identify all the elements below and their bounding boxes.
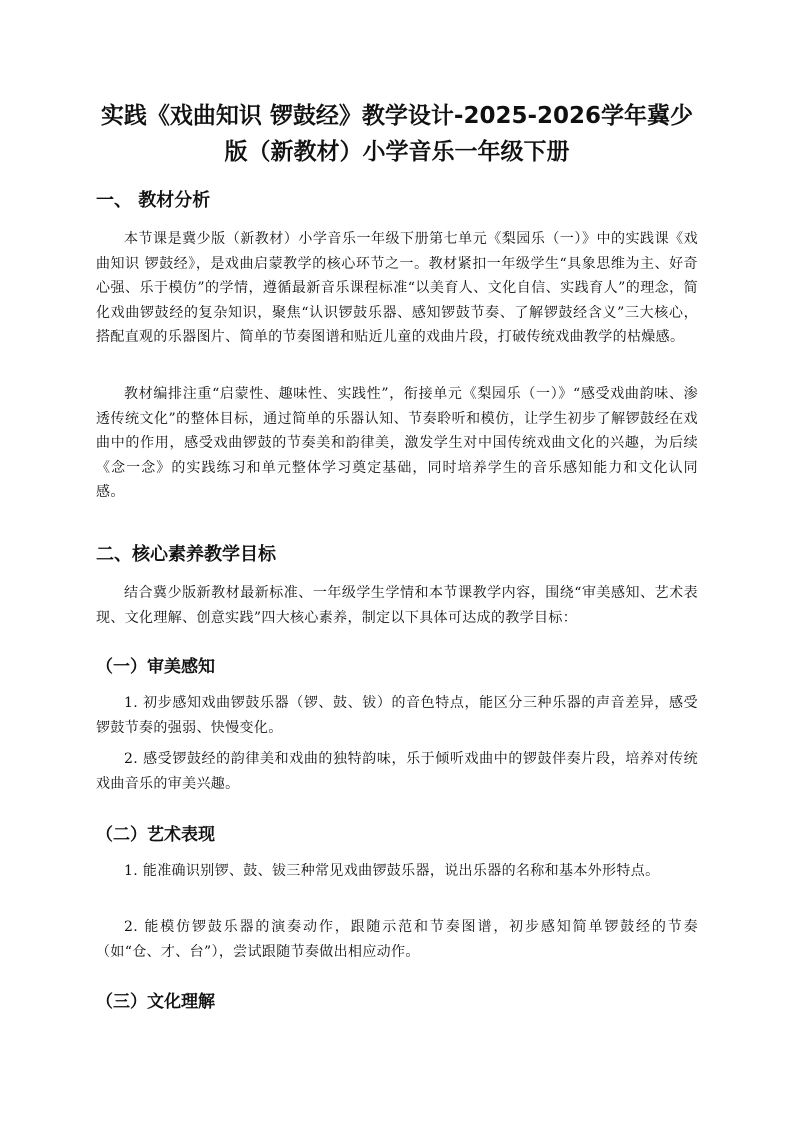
section-heading-core-objectives: 二、核心素养教学目标 bbox=[96, 544, 276, 565]
list-item-aesthetic-1: 1. 初步感知戏曲锣鼓乐器（锣、鼓、钹）的音色特点，能区分三种乐器的声音差异，感受锣鼓节奏的强弱、快慢变化。 bbox=[96, 695, 698, 736]
subsection-heading-artistic-expression: （二）艺术表现 bbox=[96, 825, 215, 845]
list-item-artistic-1: 1. 能准确识别锣、鼓、钹三种常见戏曲锣鼓乐器，说出乐器的名称和基本外形特点。 bbox=[124, 863, 660, 879]
subsection-heading-cultural-understanding: （三）文化理解 bbox=[96, 992, 215, 1012]
document-title-line-1: 实践《戏曲知识 锣鼓经》教学设计-2025-2026学年冀少 bbox=[100, 103, 694, 129]
section-heading-textbook-analysis: 一、 教材分析 bbox=[96, 190, 211, 211]
subsection-heading-aesthetic-perception: （一）审美感知 bbox=[96, 657, 215, 677]
document-title-line-2: 版（新教材）小学音乐一年级下册 bbox=[224, 139, 570, 165]
paragraph-textbook-analysis-2: 教材编排注重“启蒙性、趣味性、实践性”，衔接单元《梨园乐（一）》“感受戏曲韵味、渗透传统文化”的整体目标，通过简单的乐器认知、节奏聆听和模仿，让学生初步了解锣鼓经在戏曲中的作用，感受戏曲锣鼓的节奏美和韵律美，激发学生对中国传统戏曲文化的兴趣，为后续《念一念》的实践练习和单元整体学习奠定基础，同时培养学生的音乐感知能力和文化认同感。 bbox=[96, 386, 698, 501]
list-item-aesthetic-2: 2. 感受锣鼓经的韵律美和戏曲的独特韵味，乐于倾听戏曲中的锣鼓伴奏片段，培养对传统戏曲音乐的审美兴趣。 bbox=[96, 751, 698, 792]
paragraph-textbook-analysis-1: 本节课是冀少版（新教材）小学音乐一年级下册第七单元《梨园乐（一）》中的实践课《戏曲知识 锣鼓经》，是戏曲启蒙教学的核心环节之一。教材紧扣一年级学生“具象思维为主、好奇心强、乐于模仿”的学情，遵循最新音乐课程标准“以美育人、文化自信、实践育人”的理念，简化戏曲锣鼓经的复杂知识，聚焦“认识锣鼓乐器、感知锣鼓节奏、了解锣鼓经含义”三大核心，搭配直观的乐器图片、简单的节奏图谱和贴近儿童的戏曲片段，打破传统戏曲教学的枯燥感。 bbox=[96, 231, 698, 346]
list-item-artistic-2: 2. 能模仿锣鼓乐器的演奏动作，跟随示范和节奏图谱，初步感知简单锣鼓经的节奏（如“仓、才、台”），尝试跟随节奏做出相应动作。 bbox=[96, 919, 698, 960]
paragraph-objectives-intro: 结合冀少版新教材最新标准、一年级学生学情和本节课教学内容，围绕“审美感知、艺术表现、文化理解、创意实践”四大核心素养，制定以下具体可达成的教学目标： bbox=[96, 585, 698, 626]
